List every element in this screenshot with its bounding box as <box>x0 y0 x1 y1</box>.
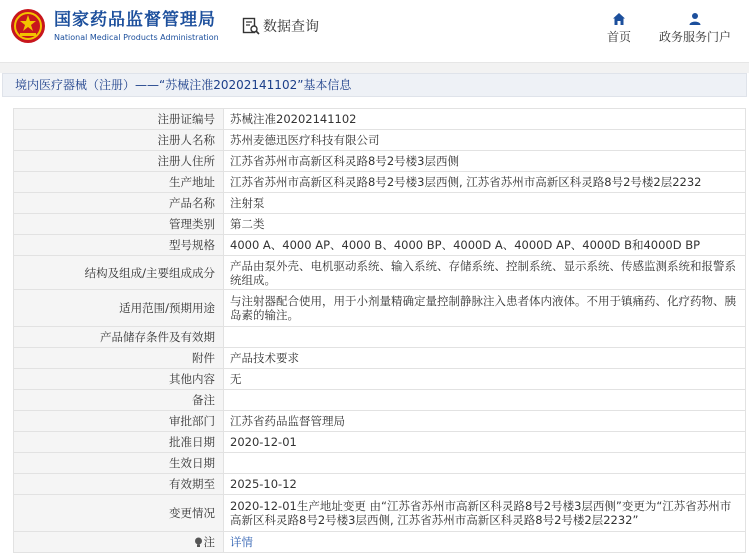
note-value <box>224 532 746 553</box>
details-link[interactable]: 详情 <box>230 535 253 549</box>
field-label: 结构及组成/主要组成成分 <box>14 256 224 290</box>
field-value: 产品技术要求 <box>224 348 746 369</box>
lightbulb-icon <box>194 537 203 548</box>
note-label: 注 <box>203 535 215 549</box>
table-row <box>14 327 746 348</box>
table-row <box>14 495 746 532</box>
table-row <box>14 109 746 130</box>
table-row <box>14 432 746 453</box>
field-label: 有效期至 <box>14 474 224 495</box>
home-icon <box>612 12 626 26</box>
field-label: 备注 <box>14 390 224 411</box>
data-query-link[interactable] <box>242 16 319 36</box>
field-value: 与注射器配合使用，用于小剂量精确定量控制静脉注入患者体内液体。不用于镇痛药、化疗药物、胰岛素的输注。 <box>224 290 746 327</box>
field-label: 生产地址 <box>14 172 224 193</box>
field-value: 2020-12-01 <box>224 432 746 453</box>
table-row <box>14 411 746 432</box>
data-query-label: 数据查询 <box>263 19 319 35</box>
table-row <box>14 214 746 235</box>
nav-home-label: 首页 <box>606 30 631 44</box>
field-value <box>224 327 746 348</box>
field-label: 生效日期 <box>14 453 224 474</box>
field-label: 注册人住所 <box>14 151 224 172</box>
field-value <box>224 453 746 474</box>
table-row <box>14 348 746 369</box>
field-label: 产品名称 <box>14 193 224 214</box>
national-emblem-icon[interactable] <box>10 8 46 44</box>
breadcrumb <box>2 73 747 97</box>
field-value: 2025-10-12 <box>224 474 746 495</box>
field-value: 产品由泵外壳、电机驱动系统、输入系统、存储系统、控制系统、显示系统、传感监测系统和报警系统组成。 <box>224 256 746 290</box>
field-label: 其他内容 <box>14 369 224 390</box>
table-row <box>14 172 746 193</box>
field-value: 2020-12-01生产地址变更 由“江苏省苏州市高新区科灵路8号2号楼3层西侧”变更为“江苏省苏州市高新区科灵路8号2号楼3层西侧, 江苏省苏州市高新区科灵路8号2号楼2层2232” <box>224 495 746 532</box>
breadcrumb-current: ——“苏械注准20202141102”基本信息 <box>135 78 352 92</box>
field-label: 注册人名称 <box>14 130 224 151</box>
data-search-icon <box>242 17 260 35</box>
spacer <box>0 63 749 73</box>
field-label: 型号规格 <box>14 235 224 256</box>
field-value: 江苏省苏州市高新区科灵路8号2号楼3层西侧 <box>224 151 746 172</box>
table-row <box>14 235 746 256</box>
site-header <box>0 0 749 63</box>
field-value: 注射泵 <box>224 193 746 214</box>
field-value: 4000 A、4000 AP、4000 B、4000 BP、4000D A、4000D AP、4000D B和4000D BP <box>224 235 746 256</box>
field-label: 适用范围/预期用途 <box>14 290 224 327</box>
brand-title: 国家药品监督管理局 <box>54 10 216 30</box>
field-label: 变更情况 <box>14 495 224 532</box>
field-label: 批准日期 <box>14 432 224 453</box>
brand[interactable] <box>54 9 219 44</box>
field-label: 审批部门 <box>14 411 224 432</box>
table-row <box>14 474 746 495</box>
field-value: 第二类 <box>224 214 746 235</box>
nav-service-portal[interactable] <box>652 12 738 45</box>
table-row <box>14 256 746 290</box>
field-label: 产品储存条件及有效期 <box>14 327 224 348</box>
nav-service-portal-label: 政务服务门户 <box>658 30 731 44</box>
table-row <box>14 453 746 474</box>
table-row <box>14 130 746 151</box>
note-label-cell <box>14 532 224 553</box>
field-value: 江苏省药品监督管理局 <box>224 411 746 432</box>
table-row <box>14 151 746 172</box>
field-value: 无 <box>224 369 746 390</box>
field-label: 注册证编号 <box>14 109 224 130</box>
table-row <box>14 369 746 390</box>
breadcrumb-category-link[interactable]: 境内医疗器械（注册） <box>15 78 136 92</box>
table-row <box>14 390 746 411</box>
brand-subtitle: National Medical Products Administration <box>54 33 219 42</box>
field-value <box>224 390 746 411</box>
field-label: 附件 <box>14 348 224 369</box>
field-value: 江苏省苏州市高新区科灵路8号2号楼3层西侧, 江苏省苏州市高新区科灵路8号2号楼2层2232 <box>224 172 746 193</box>
table-row <box>14 290 746 327</box>
table-row <box>14 532 746 553</box>
field-value: 苏械注准20202141102 <box>224 109 746 130</box>
table-row <box>14 193 746 214</box>
device-info-table <box>13 108 746 553</box>
field-label: 管理类别 <box>14 214 224 235</box>
user-icon <box>688 12 702 26</box>
field-value: 苏州麦德迅医疗科技有限公司 <box>224 130 746 151</box>
nav-home[interactable] <box>599 12 639 45</box>
